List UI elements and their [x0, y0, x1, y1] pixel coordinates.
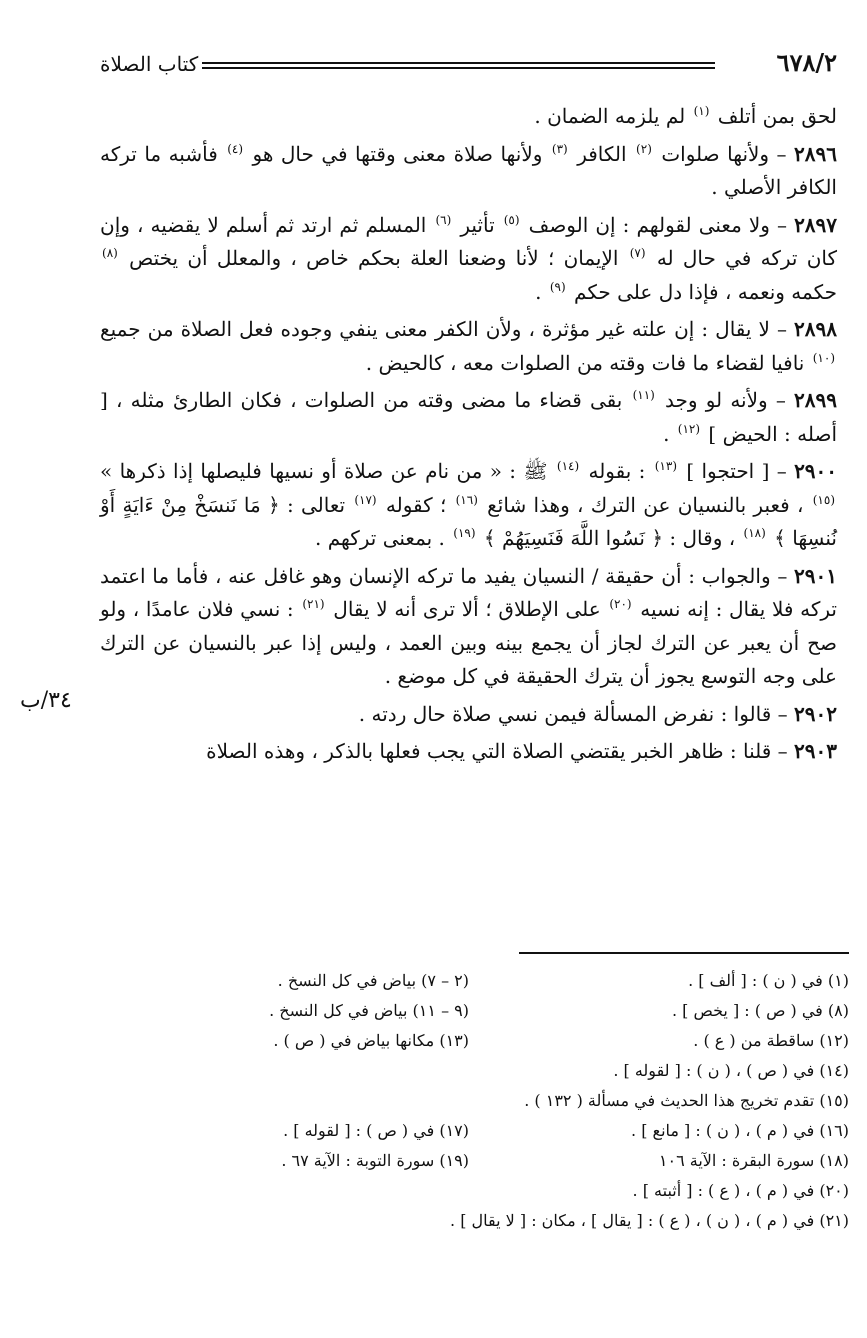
footnote-ref: (١٧)	[354, 492, 377, 507]
footnote-ref: (١٨)	[743, 526, 766, 541]
footnote: (٢ – ٧) بياض في كل النسخ .	[277, 971, 469, 990]
footnote-row	[190, 996, 849, 1026]
text: ، وقال : ﴿ نَسُوا اللَّهَ فَنَسِيَهُمْ ﴾	[483, 526, 736, 550]
text: على الإطلاق ؛ ألا ترى أنه لا يقال	[333, 597, 601, 621]
text: بقى قضاء ما مضى وقته من الصلوات ، فكان الطارئ مثله ، [ أصله : الحيض ]	[100, 388, 837, 446]
text: – [ احتجوا ]	[686, 459, 787, 483]
paragraph-2903	[100, 735, 837, 769]
footnote	[190, 1056, 469, 1086]
page-number: ٦٧٨/٢	[776, 48, 837, 77]
footnote-row	[190, 1086, 849, 1116]
footnotes	[190, 966, 849, 1236]
footnote-ref: (٢)	[636, 141, 652, 156]
text: لم يلزمه الضمان .	[534, 104, 686, 128]
footnote: (١٢) ساقطة من ( ع ) .	[693, 1031, 849, 1050]
footnote-ref: (٢١)	[302, 597, 325, 612]
footnote-row	[190, 1056, 849, 1086]
issue-number: ٢٨٩٦	[794, 141, 837, 166]
footnote-ref: (١٩)	[453, 526, 476, 541]
text: – ولأنه لو وجد	[665, 388, 786, 412]
issue-number: ٢٩٠٣	[794, 739, 837, 763]
footnote: (١٥) تقدم تخريج هذا الحديث في مسألة ( ١٣٢ ) .	[524, 1091, 849, 1110]
text: . بمعنى تركهم .	[314, 526, 445, 550]
footnote: (١٣) مكانها بياض في ( ص ) .	[273, 1031, 469, 1050]
footnote-ref: (١٥)	[812, 492, 835, 507]
footnote-ref: (٩)	[549, 279, 566, 294]
paragraph-2902	[100, 698, 837, 732]
footnote: (١٦) في ( م ) ، ( ن ) : [ مانع ] .	[631, 1121, 849, 1140]
footnote-row	[190, 1026, 849, 1056]
footnote	[190, 1176, 469, 1206]
footnote-ref: (٣)	[551, 141, 568, 156]
issue-number: ٢٩٠١	[794, 563, 838, 588]
header-rule	[202, 62, 715, 69]
footnote-row	[190, 1176, 849, 1206]
text: نافيا لقضاء ما فات وقته من الصلوات معه ، كالحيض .	[365, 350, 805, 375]
footnote-ref: (٥)	[503, 212, 520, 227]
footnote-ref: (١٣)	[654, 459, 677, 474]
issue-number: ٢٨٩٨	[794, 317, 837, 341]
footnote-ref: (٢٠)	[609, 597, 632, 612]
footnote-ref: (٧)	[629, 246, 646, 261]
margin-folio-note: ٣٤/ب	[20, 688, 72, 713]
footnote-ref: (٦)	[435, 212, 452, 227]
book-title: كتاب الصلاة	[100, 52, 199, 76]
text: : بقوله	[588, 459, 646, 483]
footnote-ref: (١٠)	[812, 350, 835, 365]
text: – والجواب : أن حقيقة / النسيان يفيد ما تركه الإنسان وهو غافل عنه ، فأما ما اعتمد تركه فلا يقال : إنه نسيه	[100, 563, 838, 621]
footnote: (١٤) في ( ص ) ، ( ن ) : [ لقوله ] .	[613, 1061, 849, 1080]
main-text	[100, 100, 837, 773]
footnote-row	[190, 1206, 849, 1236]
text: المسلم ثم ارتد ثم أسلم لا يقضيه ، وإن كان تركه في حال له	[100, 212, 838, 270]
footnote	[190, 1086, 469, 1116]
footnote-ref: (١٤)	[556, 459, 580, 474]
paragraph-2901	[100, 560, 837, 694]
footnote: (٨) في ( ص ) : [ يخص ] .	[671, 1001, 849, 1020]
text: فأشبه ما تركه الكافر الأصلي .	[100, 141, 837, 199]
paragraph-2898	[100, 313, 837, 380]
footnote-separator	[519, 952, 849, 954]
text: : نسي فلان عامدًا ، ولو صح أن يعبر عن الترك لجاز أن يجمع بينه وبين العمد ، وليس إذا عبر بالنسيان عن الترك على وجه التوسع يجوز أن يترك الحقيقة في كل موضع .	[100, 597, 837, 688]
issue-number: ٢٩٠٠	[794, 459, 838, 483]
issue-number: ٢٨٩٩	[794, 388, 838, 412]
text: الكافر	[577, 141, 627, 166]
page-header	[100, 48, 837, 82]
text: حكمه ونعمه ، فإذا دل على حكم	[574, 279, 837, 304]
text: ، فعبر بالنسيان عن الترك ، وهذا شائع	[487, 492, 804, 517]
footnote: (٢١) في ( م ) ، ( ن ) ، ( ع ) : [ يقال ] ، مكان : [ لا يقال ] .	[450, 1211, 849, 1230]
footnote: (٢٠) في ( م ) ، ( ع ) : [ أثبته ] .	[632, 1181, 849, 1200]
footnote-ref: (١٢)	[677, 421, 701, 436]
footnote: (١٨) سورة البقرة : الآية ١٠٦	[658, 1151, 849, 1170]
footnote-ref: (٨)	[102, 246, 118, 261]
footnote-ref: (١)	[693, 104, 710, 119]
text: – ولا معنى لقولهم : إن الوصف	[528, 212, 787, 237]
text: لحق بمن أتلف	[717, 104, 837, 128]
footnote-ref: (١٦)	[455, 492, 478, 507]
footnote-ref: (٤)	[227, 141, 244, 156]
text: تعالى : ﴿ مَا نَنسَخْ مِنْ ءَايَةٍ أَوْ نُنسِهَا ﴾	[100, 492, 837, 550]
footnote: (١٩) سورة التوبة : الآية ٦٧ .	[281, 1151, 469, 1170]
footnote	[190, 1206, 469, 1236]
text: .	[663, 421, 670, 446]
text: تأثير	[460, 212, 495, 237]
footnote-row	[190, 966, 849, 996]
text: – قلنا : ظاهر الخبر يقتضي الصلاة التي يجب فعلها بالذكر ، وهذه الصلاة	[206, 739, 788, 763]
text: – لا يقال : إن علته غير مؤثرة ، ولأن الكفر معنى ينفي وجوده فعل الصلاة من جميع	[100, 317, 787, 341]
paragraph-continuation	[100, 100, 837, 134]
footnote-ref: (١١)	[632, 388, 655, 403]
issue-number: ٢٨٩٧	[794, 212, 838, 237]
text: .	[535, 279, 542, 304]
footnote-row	[190, 1146, 849, 1176]
text: ﷺ : « من نام عن صلاة أو نسيها فليصلها إذا ذكرها »	[100, 459, 548, 483]
paragraph-2896	[100, 138, 837, 205]
footnote: (٩ – ١١) بياض في كل النسخ .	[269, 1001, 469, 1020]
footnote: (١٧) في ( ص ) : [ لقوله ] .	[283, 1121, 469, 1140]
paragraph-2899	[100, 384, 837, 451]
paragraph-2897	[100, 209, 837, 310]
text: – قالوا : نفرض المسألة فيمن نسي صلاة حال ردته .	[358, 701, 788, 726]
text: ولأنها صلاة معنى وقتها في حال هو	[252, 141, 543, 166]
issue-number: ٢٩٠٢	[794, 701, 837, 726]
text: الإيمان ؛ لأنا وضعنا العلة بحكم خاص ، والمعلل أن يختص	[129, 246, 619, 270]
text: ؛ كقوله	[385, 492, 447, 517]
footnote: (١) في ( ن ) : [ ألف ] .	[688, 971, 849, 990]
footnote-row	[190, 1116, 849, 1146]
text: – ولأنها صلوات	[661, 141, 787, 166]
paragraph-2900	[100, 455, 837, 556]
